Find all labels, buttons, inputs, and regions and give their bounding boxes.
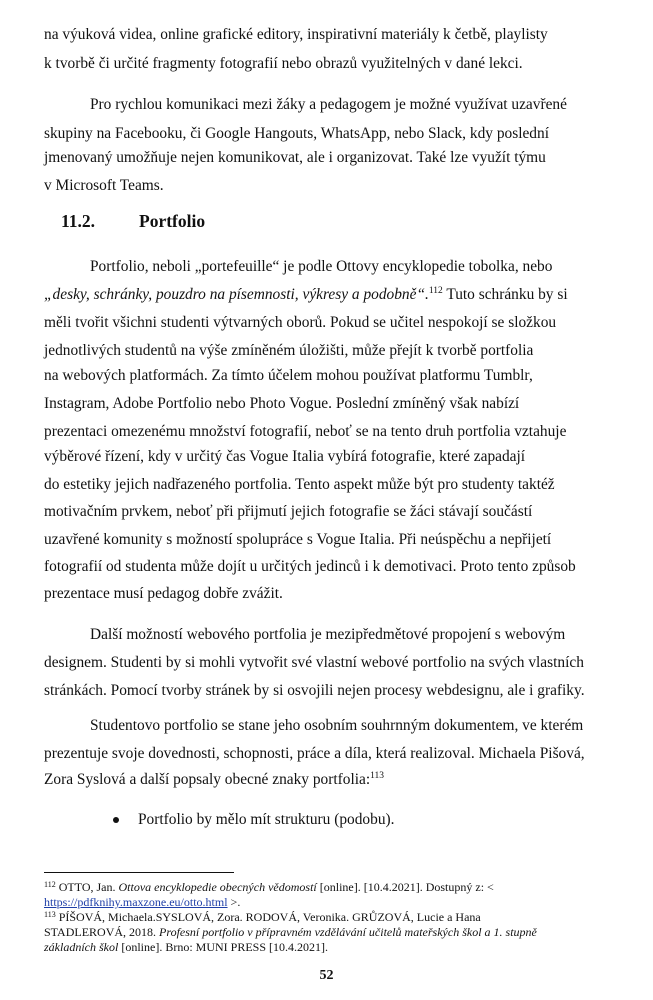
body-text-line: prezentuje svoje dovednosti, schopnosti, práce a díla, která realizoval. Michaela Pišová,	[44, 745, 585, 762]
body-text-line: Instagram, Adobe Portfolio nebo Photo Vogue. Poslední zmíněný však nabízí	[44, 395, 520, 412]
body-text-line: fotografií od studenta může dojít u určitých jedinců i k demotivaci. Proto tento způsob	[44, 558, 576, 575]
footnote-url-link[interactable]: https://pdfknihy.maxzone.eu/otto.html	[44, 895, 228, 909]
footnote-separator	[44, 872, 234, 873]
body-text-line: Zora Syslová a další popsaly obecné znaky portfolia:$^{113}$	[44, 771, 385, 788]
body-text-line: měli tvořit všichni studenti výtvarných oborů. Pokud se učitel nespokojí se složkou	[44, 314, 557, 331]
footnote-ref-112[interactable]: 112	[428, 286, 443, 296]
body-text-line: do estetiky jejich nadřazeného portfolia. Tento aspekt může být pro studenty taktéž	[44, 476, 555, 493]
section-number: 11.2.	[61, 211, 96, 231]
body-text-line: Studentovo portfolio se stane jeho osobním souhrnným dokumentem, ve kterém	[90, 717, 584, 734]
section-heading	[61, 210, 205, 232]
body-text-line: Pro rychlou komunikaci mezi žáky a pedagogem je možné využívat uzavřené	[90, 96, 567, 113]
section-title: Portfolio	[139, 211, 206, 231]
footnote-112-link-line: https://pdfknihy.maxzone.eu/otto.html >.	[44, 895, 241, 909]
body-text-line: prezentaci omezenému množství fotografií, neboť se na tento druh portfolia vztahuje	[44, 423, 567, 440]
body-text-line: v Microsoft Teams.	[44, 177, 164, 194]
document-page: na výuková videa, online grafické editory, inspirativní materiály k četbě, playlisty k tvorbě či určité fragmenty fotografií nebo obrazů využitelných v dané lekci. Pro rychlou komunikaci mezi žáky a pedagogem je možné využívat uzavřené skupiny na Facebooku, či Google Hangouts, WhatsApp, nebo Slack, kdy poslední jmenovaný umožňuje nejen komunikovat, ale i organizovat. Také lze využít týmu v Microsoft Teams. 11.2. Portfolio Portfolio, neboli „portefeuille“ je podle Ottovy encyklopedie tobolka, nebo „desky, schránky, pouzdro na písemnosti, výkresy a podobně“.$^{112}$ Tuto schránku by si měli tvořit všichni studenti výtvarných oborů. Pokud se učitel nespokojí se složkou jednotlivých studentů na výše zmíněném úložišti, může přejít k tvorbě portfolia na webových platformách. Za tímto účelem mohou používat platformu Tumblr, Instagram, Adobe Portfolio nebo Photo Vogue. Poslední zmíněný však nabízí prezentaci omezenému množství fotografií, neboť se na tento druh portfolia vztahuje výběrové řízení, kdy v určitý čas Vogue Italia vybírá fotografie, které zapadají do estetiky jejich nadřazeného portfolia. Tento aspekt může být pro studenty taktéž motivačním prvkem, neboť při přijmutí jejich fotografie se žáci stávají součástí uzavřené komunity s možností spolupráce s Vogue Italia. Při neúspěchu a nepřijetí fotografií od studenta může dojít u určitých jedinců i k demotivaci. Proto tento způsob prezentace musí pedagog dobře zvážit. Další možností webového portfolia je mezipředmětové propojení s webovým designem. Studenti by si mohli vytvořit své vlastní webové portfolio na svých vlastních stránkách. Pomocí tvorby stránek by si osvojili nejen procesy webdesignu, ale i grafiky. Studentovo portfolio se stane jeho osobním souhrnným dokumentem, ve kterém prezentuje svoje dovednosti, schopnosti, práce a díla, která realizoval. Michaela Pišová, Zora Syslová a další popsaly obecné znaky portfolia:$^{113}$ Portfolio by mělo mít strukturu (podobu). $^{112}$ OTTO, Jan. Ottova encyklopedie obecných vědomostí [online]. [10.4.2021]. Dostupný z: < https://pdfknihy.maxzone.eu/otto.html >. $^{113}$ PÍŠOVÁ, Michaela.SYSLOVÁ, Zora. RODOVÁ, Veronika. GRŮZOVÁ, Lucie a Hana STADLEROVÁ, 2018. Profesní portfolio v přípravném vzdělávání učitelů mateřských škol a 1. stupně základních škol [online]. Brno: MUNI PRESS [10.4.2021]. 52	[0, 0, 653, 1000]
bullet-icon	[113, 817, 119, 823]
body-text-line: výběrové řízení, kdy v určitý čas Vogue Italia vybírá fotografie, které zapadají	[44, 448, 526, 465]
page-number: 52	[319, 968, 334, 983]
body-text-line: jmenovaný umožňuje nejen komunikovat, ale i organizovat. Také lze využít týmu	[44, 149, 546, 166]
body-text-line: jednotlivých studentů na výše zmíněném úložišti, může přejít k tvorbě portfolia	[44, 342, 534, 359]
body-text-line: designem. Studenti by si mohli vytvořit své vlastní webové portfolio na svých vlastních	[44, 654, 584, 671]
footnote-112: $^{112}$ OTTO, Jan. Ottova encyklopedie obecných vědomostí [online]. [10.4.2021]. Dostupný z: <	[44, 880, 494, 894]
body-text-line: prezentace musí pedagog dobře zvážit.	[44, 585, 283, 602]
body-text-line: skupiny na Facebooku, či Google Hangouts, WhatsApp, nebo Slack, kdy poslední	[44, 125, 549, 142]
footnote-113-line: základních škol [online]. Brno: MUNI PRESS [10.4.2021].	[44, 940, 328, 954]
body-text-line: motivačním prvkem, neboť při přijmutí jejich fotografie se žáci stávají součástí	[44, 503, 533, 520]
body-text-line: k tvorbě či určité fragmenty fotografií nebo obrazů využitelných v dané lekci.	[44, 55, 523, 72]
body-text-line: „desky, schránky, pouzdro na písemnosti, výkresy a podobně“.$^{112}$ Tuto schránku by si	[44, 286, 568, 303]
footnote-113: $^{113}$ PÍŠOVÁ, Michaela.SYSLOVÁ, Zora. RODOVÁ, Veronika. GRŮZOVÁ, Lucie a Hana	[44, 910, 481, 924]
body-text-line: na webových platformách. Za tímto účelem mohou používat platformu Tumblr,	[44, 367, 533, 384]
body-text-line: Další možností webového portfolia je mezipředmětové propojení s webovým	[90, 626, 566, 643]
body-text-line: uzavřené komunity s možností spolupráce s Vogue Italia. Při neúspěchu a nepřijetí	[44, 531, 552, 548]
quoted-definition: „desky, schránky, pouzdro na písemnosti, výkresy a podobně“.	[44, 286, 429, 303]
footnote-113-line: STADLEROVÁ, 2018. Profesní portfolio v přípravném vzdělávání učitelů mateřských škol a 1. stupně	[44, 925, 537, 939]
body-text-line: stránkách. Pomocí tvorby stránek by si osvojili nejen procesy webdesignu, ale i grafiky.	[44, 682, 585, 699]
body-text-line: Portfolio, neboli „portefeuille“ je podle Ottovy encyklopedie tobolka, nebo	[90, 258, 553, 275]
footnote-ref-113[interactable]: 113	[370, 771, 385, 781]
body-text-line: na výuková videa, online grafické editory, inspirativní materiály k četbě, playlisty	[44, 26, 548, 43]
